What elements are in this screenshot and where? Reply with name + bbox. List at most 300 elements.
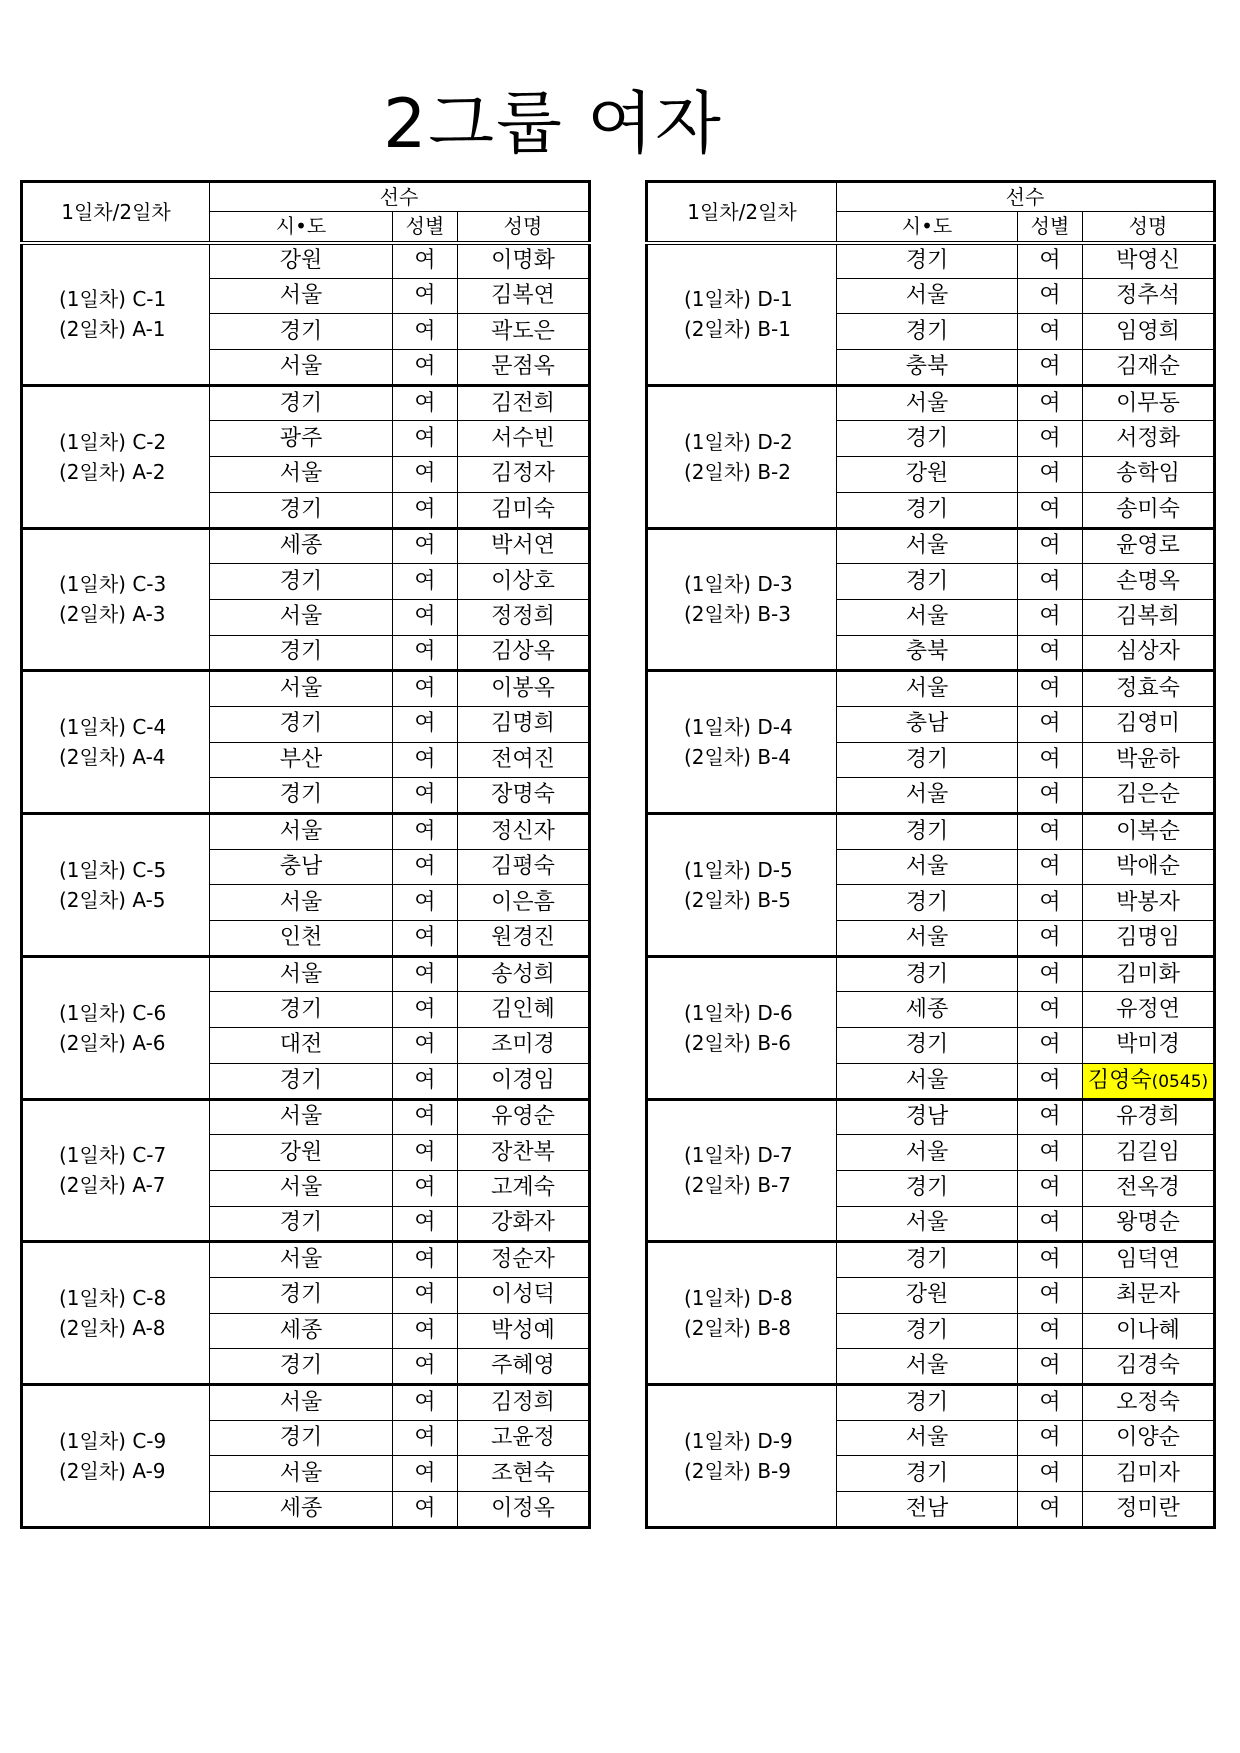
group-day2-label: (2일차) A-3 (59, 602, 166, 627)
name-cell (458, 1313, 590, 1349)
region-cell: 서울 (837, 1349, 1018, 1385)
player-name: 김경숙 (1116, 1353, 1180, 1379)
group-day1-label: (1일차) D-4 (684, 715, 793, 740)
name-cell (1083, 528, 1215, 564)
name-cell (1083, 385, 1215, 421)
gender-cell: 여 (393, 1349, 458, 1385)
gender-cell: 여 (393, 671, 458, 707)
region-cell: 서울 (837, 385, 1018, 421)
gender-cell: 여 (1018, 528, 1083, 564)
group-day1-label: (1일차) C-9 (59, 1428, 167, 1453)
gender-cell: 여 (1018, 956, 1083, 992)
player-name: 김미숙 (491, 496, 555, 522)
player-name: 정순자 (491, 1247, 555, 1273)
group-cell (22, 956, 210, 1099)
player-name: 고윤정 (491, 1425, 555, 1451)
region-cell: 경남 (837, 1099, 1018, 1135)
group-day1-label: (1일차) C-5 (59, 857, 167, 882)
player-name: 김복연 (491, 283, 555, 309)
group-cell (647, 671, 837, 814)
group-day2-label: (2일차) A-5 (59, 887, 166, 912)
gender-cell: 여 (1018, 635, 1083, 671)
name-cell (1083, 1028, 1215, 1064)
player-row (22, 671, 590, 707)
player-row (647, 956, 1215, 992)
gender-cell: 여 (1018, 278, 1083, 314)
player-name: 조현숙 (491, 1460, 555, 1486)
gender-cell: 여 (393, 1277, 458, 1313)
group-day1-label: (1일차) C-1 (59, 287, 167, 312)
name-cell (458, 1385, 590, 1421)
region-cell: 서울 (210, 1456, 393, 1492)
player-name: 유영순 (491, 1104, 555, 1130)
region-cell: 세종 (210, 1313, 393, 1349)
group-day2-label: (2일차) A-4 (59, 745, 166, 770)
gender-cell: 여 (1018, 350, 1083, 386)
player-name: 곽도은 (491, 318, 555, 344)
gender-cell: 여 (1018, 421, 1083, 457)
group-day1-label: (1일차) D-1 (684, 287, 793, 312)
player-name: 문점옥 (491, 353, 555, 379)
gender-cell: 여 (393, 314, 458, 350)
player-name: 박애순 (1116, 854, 1180, 880)
gender-cell: 여 (393, 1170, 458, 1206)
gender-cell: 여 (1018, 1242, 1083, 1278)
region-cell: 강원 (210, 243, 393, 279)
region-cell: 서울 (210, 278, 393, 314)
group-day2-label: (2일차) B-8 (684, 1316, 791, 1341)
gender-cell: 여 (1018, 1135, 1083, 1171)
gender-cell: 여 (1018, 1028, 1083, 1064)
round-header: 1일차/2일차 (647, 182, 837, 243)
region-header: 시•도 (210, 212, 393, 243)
name-cell (1083, 492, 1215, 528)
region-cell: 인천 (210, 921, 393, 957)
player-row (22, 1385, 590, 1421)
round-header: 1일차/2일차 (22, 182, 210, 243)
player-name: 김길임 (1116, 1139, 1180, 1165)
gender-cell: 여 (1018, 1313, 1083, 1349)
name-cell (1083, 243, 1215, 279)
name-cell (1083, 1420, 1215, 1456)
gender-cell: 여 (393, 1028, 458, 1064)
region-cell: 서울 (210, 885, 393, 921)
player-row (647, 1242, 1215, 1278)
gender-cell: 여 (1018, 314, 1083, 350)
gender-cell: 여 (393, 706, 458, 742)
name-cell (1083, 1135, 1215, 1171)
region-cell: 충남 (210, 849, 393, 885)
region-cell: 경기 (837, 1170, 1018, 1206)
gender-cell: 여 (1018, 706, 1083, 742)
name-cell (458, 1028, 590, 1064)
region-cell: 강원 (837, 457, 1018, 493)
player-name: 이성덕 (491, 1282, 555, 1308)
player-name: 장명숙 (491, 782, 555, 808)
name-cell (1083, 1242, 1215, 1278)
player-name: 원경진 (491, 924, 555, 950)
group-cell (647, 956, 837, 1099)
gender-cell: 여 (1018, 1456, 1083, 1492)
name-cell (458, 1349, 590, 1385)
region-cell: 경기 (210, 385, 393, 421)
player-name: 이은흠 (491, 889, 555, 915)
name-cell (458, 385, 590, 421)
region-cell: 서울 (837, 1063, 1018, 1099)
player-name: 임덕연 (1116, 1247, 1180, 1273)
player-row (22, 243, 590, 279)
player-row (647, 814, 1215, 850)
name-cell (1083, 1313, 1215, 1349)
name-cell (458, 564, 590, 600)
region-cell: 경기 (837, 1028, 1018, 1064)
group-cell (22, 1242, 210, 1385)
group-cell (647, 1385, 837, 1528)
gender-cell: 여 (393, 1420, 458, 1456)
left-table-body (22, 243, 590, 1528)
player-name: 정추석 (1116, 283, 1180, 309)
name-cell (1083, 564, 1215, 600)
region-cell: 경기 (210, 492, 393, 528)
group-cell (22, 814, 210, 957)
region-cell: 부산 (210, 742, 393, 778)
gender-cell: 여 (1018, 1170, 1083, 1206)
region-cell: 경기 (837, 243, 1018, 279)
group-day2-label: (2일차) B-3 (684, 602, 791, 627)
region-cell: 대전 (210, 1028, 393, 1064)
gender-cell: 여 (1018, 1277, 1083, 1313)
group-day2-label: (2일차) A-9 (59, 1458, 166, 1483)
player-name: 유경희 (1116, 1104, 1180, 1130)
player-name: 김정자 (491, 461, 555, 487)
group-day2-label: (2일차) B-7 (684, 1173, 791, 1198)
name-cell (1083, 956, 1215, 992)
player-name: 최문자 (1116, 1282, 1180, 1308)
group-day2-label: (2일차) B-1 (684, 317, 791, 342)
region-cell: 서울 (837, 278, 1018, 314)
group-day2-label: (2일차) A-8 (59, 1316, 166, 1341)
player-name: 이상호 (491, 568, 555, 594)
region-cell: 충남 (837, 706, 1018, 742)
left-roster-table (20, 180, 591, 1529)
gender-cell: 여 (393, 635, 458, 671)
player-name: 김전희 (491, 390, 555, 416)
player-row (22, 528, 590, 564)
gender-cell: 여 (1018, 1099, 1083, 1135)
player-name: 김재순 (1116, 353, 1180, 379)
player-name: 김복희 (1116, 604, 1180, 630)
player-name: 박영신 (1116, 248, 1180, 274)
player-name: 김정희 (491, 1389, 555, 1415)
gender-cell: 여 (393, 350, 458, 386)
gender-cell: 여 (393, 243, 458, 279)
name-header: 성명 (1083, 212, 1215, 243)
region-cell: 경기 (837, 492, 1018, 528)
player-name: 송성희 (491, 961, 555, 987)
gender-cell: 여 (1018, 742, 1083, 778)
gender-cell: 여 (1018, 1063, 1083, 1099)
name-cell (458, 814, 590, 850)
name-cell (458, 457, 590, 493)
gender-cell: 여 (1018, 1349, 1083, 1385)
name-cell (1083, 1456, 1215, 1492)
name-cell (1083, 1206, 1215, 1242)
group-day1-label: (1일차) C-8 (59, 1286, 167, 1311)
name-cell (1083, 671, 1215, 707)
name-cell (1083, 457, 1215, 493)
name-cell (1083, 1170, 1215, 1206)
right-roster-table (645, 180, 1216, 1529)
region-cell: 강원 (210, 1135, 393, 1171)
gender-header: 성별 (1018, 212, 1083, 243)
name-cell (458, 421, 590, 457)
name-cell (458, 992, 590, 1028)
name-cell (1083, 778, 1215, 814)
region-cell: 서울 (210, 814, 393, 850)
group-cell (22, 671, 210, 814)
gender-cell: 여 (1018, 849, 1083, 885)
gender-cell: 여 (393, 1135, 458, 1171)
group-cell (647, 528, 837, 671)
gender-cell: 여 (393, 778, 458, 814)
player-name: 김은순 (1116, 782, 1180, 808)
group-cell (22, 1099, 210, 1242)
region-cell: 경기 (210, 1063, 393, 1099)
gender-cell: 여 (393, 564, 458, 600)
region-cell: 경기 (837, 1313, 1018, 1349)
region-cell: 경기 (837, 956, 1018, 992)
player-name: 이무동 (1116, 390, 1180, 416)
player-name: 주혜영 (491, 1353, 555, 1379)
gender-cell: 여 (1018, 243, 1083, 279)
gender-cell: 여 (1018, 1420, 1083, 1456)
player-row (22, 814, 590, 850)
player-name: 정미란 (1116, 1495, 1180, 1521)
player-name: 유정연 (1116, 996, 1180, 1022)
gender-cell: 여 (1018, 1492, 1083, 1528)
gender-cell: 여 (393, 421, 458, 457)
group-day1-label: (1일차) C-3 (59, 572, 167, 597)
player-name: 윤영로 (1116, 533, 1180, 559)
region-cell: 경기 (210, 1420, 393, 1456)
gender-cell: 여 (1018, 671, 1083, 707)
name-cell (1083, 635, 1215, 671)
name-cell (458, 1242, 590, 1278)
name-cell (458, 1420, 590, 1456)
region-cell: 경기 (210, 1277, 393, 1313)
region-cell: 경기 (837, 1385, 1018, 1421)
region-cell: 서울 (837, 849, 1018, 885)
gender-cell: 여 (393, 849, 458, 885)
group-day2-label: (2일차) A-7 (59, 1173, 166, 1198)
player-row (647, 1385, 1215, 1421)
region-cell: 경기 (210, 706, 393, 742)
region-cell: 충북 (837, 350, 1018, 386)
name-cell (458, 671, 590, 707)
region-cell: 서울 (210, 457, 393, 493)
region-cell: 전남 (837, 1492, 1018, 1528)
player-row (22, 956, 590, 992)
group-day1-label: (1일차) C-7 (59, 1143, 167, 1168)
player-row (22, 1099, 590, 1135)
region-cell: 서울 (837, 1420, 1018, 1456)
gender-cell: 여 (1018, 492, 1083, 528)
player-name: 정신자 (491, 818, 555, 844)
gender-cell: 여 (1018, 457, 1083, 493)
name-cell (458, 1492, 590, 1528)
gender-cell: 여 (393, 1242, 458, 1278)
group-day1-label: (1일차) D-2 (684, 429, 793, 454)
gender-cell: 여 (1018, 921, 1083, 957)
player-name: 고계숙 (491, 1175, 555, 1201)
region-cell: 서울 (210, 350, 393, 386)
player-row (647, 528, 1215, 564)
region-cell: 경기 (210, 635, 393, 671)
region-cell: 서울 (837, 1206, 1018, 1242)
region-cell: 광주 (210, 421, 393, 457)
player-name: 김명임 (1116, 924, 1180, 950)
group-day1-label: (1일차) C-4 (59, 715, 167, 740)
player-name: 김영미 (1116, 711, 1180, 737)
group-day2-label: (2일차) B-6 (684, 1030, 791, 1055)
group-day1-label: (1일차) D-6 (684, 1000, 793, 1025)
region-cell: 경기 (837, 814, 1018, 850)
region-cell: 서울 (210, 956, 393, 992)
gender-cell: 여 (393, 742, 458, 778)
name-cell (1083, 350, 1215, 386)
region-cell: 서울 (210, 671, 393, 707)
region-cell: 서울 (210, 599, 393, 635)
player-name: 이정옥 (491, 1495, 555, 1521)
right-table-body (647, 243, 1215, 1528)
player-name: 전옥경 (1116, 1175, 1180, 1201)
gender-cell: 여 (393, 278, 458, 314)
group-day1-label: (1일차) D-9 (684, 1428, 793, 1453)
group-cell (22, 528, 210, 671)
group-day1-label: (1일차) C-6 (59, 1000, 167, 1025)
group-cell (647, 814, 837, 957)
name-cell (1083, 1492, 1215, 1528)
name-cell (458, 1456, 590, 1492)
region-cell: 경기 (210, 992, 393, 1028)
player-row (22, 385, 590, 421)
player-name: 김상옥 (491, 639, 555, 665)
player-name: 장찬복 (491, 1139, 555, 1165)
region-cell: 경기 (837, 1242, 1018, 1278)
player-name: 심상자 (1116, 639, 1180, 665)
player-name-suffix: (0545) (1151, 1071, 1209, 1092)
group-day1-label: (1일차) D-7 (684, 1143, 793, 1168)
name-cell (458, 528, 590, 564)
gender-cell: 여 (393, 956, 458, 992)
player-name: 정정희 (491, 604, 555, 630)
name-cell (458, 1063, 590, 1099)
region-cell: 서울 (837, 921, 1018, 957)
player-name: 김평숙 (491, 854, 555, 880)
player-name: 송미숙 (1116, 496, 1180, 522)
player-name: 김명희 (491, 711, 555, 737)
player-name: 이명화 (491, 248, 555, 274)
region-cell: 경기 (210, 564, 393, 600)
group-cell (647, 385, 837, 528)
group-cell (22, 385, 210, 528)
player-name: 박윤하 (1116, 746, 1180, 772)
name-cell (1083, 1385, 1215, 1421)
region-cell: 서울 (210, 1099, 393, 1135)
player-name: 박미경 (1116, 1032, 1180, 1058)
players-header: 선수 (210, 182, 590, 212)
region-cell: 세종 (210, 1492, 393, 1528)
name-cell (1083, 849, 1215, 885)
name-cell (1083, 814, 1215, 850)
name-cell (458, 778, 590, 814)
name-cell (1083, 421, 1215, 457)
gender-cell: 여 (1018, 992, 1083, 1028)
player-row (647, 671, 1215, 707)
player-name: 강화자 (491, 1210, 555, 1236)
table-header (22, 182, 590, 243)
player-name: 김미자 (1116, 1460, 1180, 1486)
table-header (647, 182, 1215, 243)
region-cell: 경기 (837, 885, 1018, 921)
group-day2-label: (2일차) A-2 (59, 459, 166, 484)
region-cell: 서울 (837, 1135, 1018, 1171)
region-cell: 경기 (837, 1456, 1018, 1492)
name-cell (458, 921, 590, 957)
gender-cell: 여 (393, 992, 458, 1028)
region-cell: 서울 (837, 528, 1018, 564)
player-name: 왕명순 (1116, 1210, 1180, 1236)
region-cell: 서울 (837, 599, 1018, 635)
name-cell (1083, 742, 1215, 778)
gender-cell: 여 (393, 599, 458, 635)
gender-cell: 여 (393, 885, 458, 921)
region-header: 시•도 (837, 212, 1018, 243)
group-day1-label: (1일차) D-5 (684, 857, 793, 882)
region-cell: 경기 (837, 742, 1018, 778)
name-cell (458, 956, 590, 992)
group-cell (647, 1099, 837, 1242)
name-cell (458, 599, 590, 635)
name-cell (458, 314, 590, 350)
gender-cell: 여 (393, 1492, 458, 1528)
gender-cell: 여 (393, 457, 458, 493)
region-cell: 서울 (210, 1170, 393, 1206)
region-cell: 경기 (837, 564, 1018, 600)
name-cell (1083, 599, 1215, 635)
group-day2-label: (2일차) B-9 (684, 1458, 791, 1483)
players-header: 선수 (837, 182, 1215, 212)
page-title: 2그룹 여자 (383, 85, 723, 164)
player-name: 오정숙 (1116, 1389, 1180, 1415)
name-cell (1083, 1099, 1215, 1135)
name-cell (458, 742, 590, 778)
gender-cell: 여 (1018, 1385, 1083, 1421)
player-name: 전여진 (491, 746, 555, 772)
gender-cell: 여 (393, 1456, 458, 1492)
player-name: 이봉옥 (491, 676, 555, 702)
name-cell (458, 635, 590, 671)
gender-cell: 여 (1018, 778, 1083, 814)
gender-cell: 여 (1018, 814, 1083, 850)
gender-cell: 여 (393, 921, 458, 957)
gender-cell: 여 (393, 385, 458, 421)
region-cell: 경기 (210, 778, 393, 814)
player-row (22, 1242, 590, 1278)
gender-cell: 여 (1018, 885, 1083, 921)
player-name: 임영희 (1116, 318, 1180, 344)
name-cell (1083, 921, 1215, 957)
